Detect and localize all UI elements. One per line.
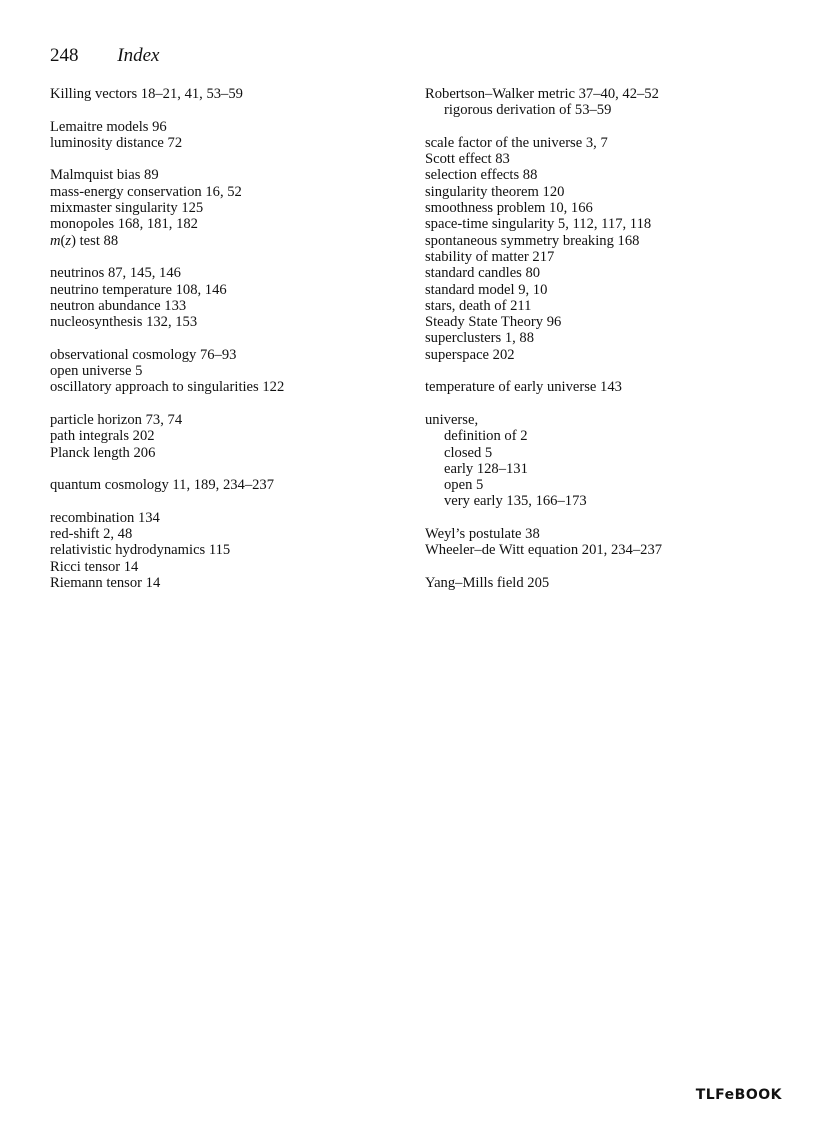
- index-group-robertson: [425, 86, 805, 119]
- index-group-k: [50, 86, 410, 102]
- index-entry: selection effects 88: [425, 167, 538, 184]
- index-subentry: very early 135, 166–173: [444, 493, 587, 510]
- index-entry: Killing vectors 18–21, 41, 53–59: [50, 86, 243, 102]
- index-entry: quantum cosmology 11, 189, 234–237: [50, 477, 275, 494]
- index-group-s: [425, 135, 805, 363]
- index-entry: Scott effect 83: [425, 151, 510, 168]
- index-column-right: [425, 86, 805, 608]
- index-entry: luminosity distance 72: [50, 134, 183, 151]
- index-entry: nucleosynthesis 132, 153: [50, 314, 198, 331]
- index-group-o: [50, 347, 410, 396]
- index-entry: singularity theorem 120: [425, 183, 565, 200]
- mz-z: z: [65, 232, 72, 249]
- index-subentry: closed 5: [444, 444, 493, 461]
- index-entry: standard model 9, 10: [425, 281, 548, 298]
- page-title: Index: [117, 45, 160, 66]
- index-group-p: [50, 412, 410, 461]
- index-entry: Steady State Theory 96: [425, 314, 562, 331]
- mz-paren: (: [60, 232, 66, 249]
- index-group-u: [425, 412, 805, 510]
- index-group-q: [50, 477, 410, 493]
- index-group-n: [50, 265, 410, 330]
- index-entry: Wheeler–de Witt equation 201, 234–237: [425, 542, 663, 559]
- mz-m: m: [50, 232, 61, 249]
- index-entry: neutron abundance 133: [50, 297, 187, 314]
- index-entry-mz-test: [50, 233, 410, 249]
- index-entry: superspace 202: [425, 346, 515, 363]
- page-header: [50, 44, 159, 68]
- mz-rest: ) test 88: [71, 232, 119, 249]
- index-entry: neutrino temperature 108, 146: [50, 281, 227, 298]
- index-entry: red-shift 2, 48: [50, 526, 133, 543]
- index-entry: Robertson–Walker metric 37–40, 42–52: [425, 86, 659, 102]
- index-group-m: [50, 167, 410, 248]
- index-entry: oscillatory approach to singularities 122: [50, 379, 285, 396]
- page-number: 248: [50, 45, 79, 66]
- index-entry: smoothness problem 10, 166: [425, 200, 593, 217]
- index-entry: path integrals 202: [50, 428, 155, 445]
- index-entry: relativistic hydrodynamics 115: [50, 542, 231, 559]
- index-entry: temperature of early universe 143: [425, 379, 622, 396]
- index-entry: particle horizon 73, 74: [50, 411, 183, 428]
- index-entry: universe,: [425, 411, 479, 428]
- index-entry: superclusters 1, 88: [425, 330, 535, 347]
- index-entry: Yang–Mills field 205: [425, 574, 550, 591]
- index-entry: Ricci tensor 14: [50, 558, 139, 575]
- index-entry: stability of matter 217: [425, 248, 555, 265]
- index-group-w: [425, 526, 805, 559]
- index-entry: Planck length 206: [50, 444, 156, 461]
- index-entry: spontaneous symmetry breaking 168: [425, 232, 640, 249]
- index-group-y: [425, 575, 805, 591]
- index-column-left: [50, 86, 410, 608]
- index-entry: Lemaitre models 96: [50, 118, 167, 135]
- index-entry: scale factor of the universe 3, 7: [425, 134, 608, 151]
- index-entry: mixmaster singularity 125: [50, 200, 204, 217]
- index-entry: mass-energy conservation 16, 52: [50, 183, 242, 200]
- index-entry: space-time singularity 5, 112, 117, 118: [425, 216, 652, 233]
- index-entry: observational cosmology 76–93: [50, 346, 237, 363]
- index-entry: open universe 5: [50, 363, 143, 380]
- index-entry: Weyl’s postulate 38: [425, 526, 540, 543]
- index-entry: monopoles 168, 181, 182: [50, 216, 198, 233]
- index-subentry: rigorous derivation of 53–59: [444, 102, 612, 119]
- index-subentry: open 5: [444, 477, 484, 494]
- index-entry: standard candles 80: [425, 265, 541, 282]
- index-group-r: [50, 510, 410, 591]
- footer-watermark: TLFeBOOK: [695, 1087, 782, 1103]
- index-group-t: [425, 379, 805, 395]
- index-entry: Malmquist bias 89: [50, 167, 159, 184]
- index-group-l: [50, 119, 410, 152]
- index-subentry: early 128–131: [444, 460, 528, 477]
- index-entry: recombination 134: [50, 509, 160, 526]
- index-entry: Riemann tensor 14: [50, 574, 161, 591]
- index-entry: neutrinos 87, 145, 146: [50, 265, 181, 282]
- index-subentry: definition of 2: [444, 428, 528, 445]
- index-entry: stars, death of 211: [425, 297, 532, 314]
